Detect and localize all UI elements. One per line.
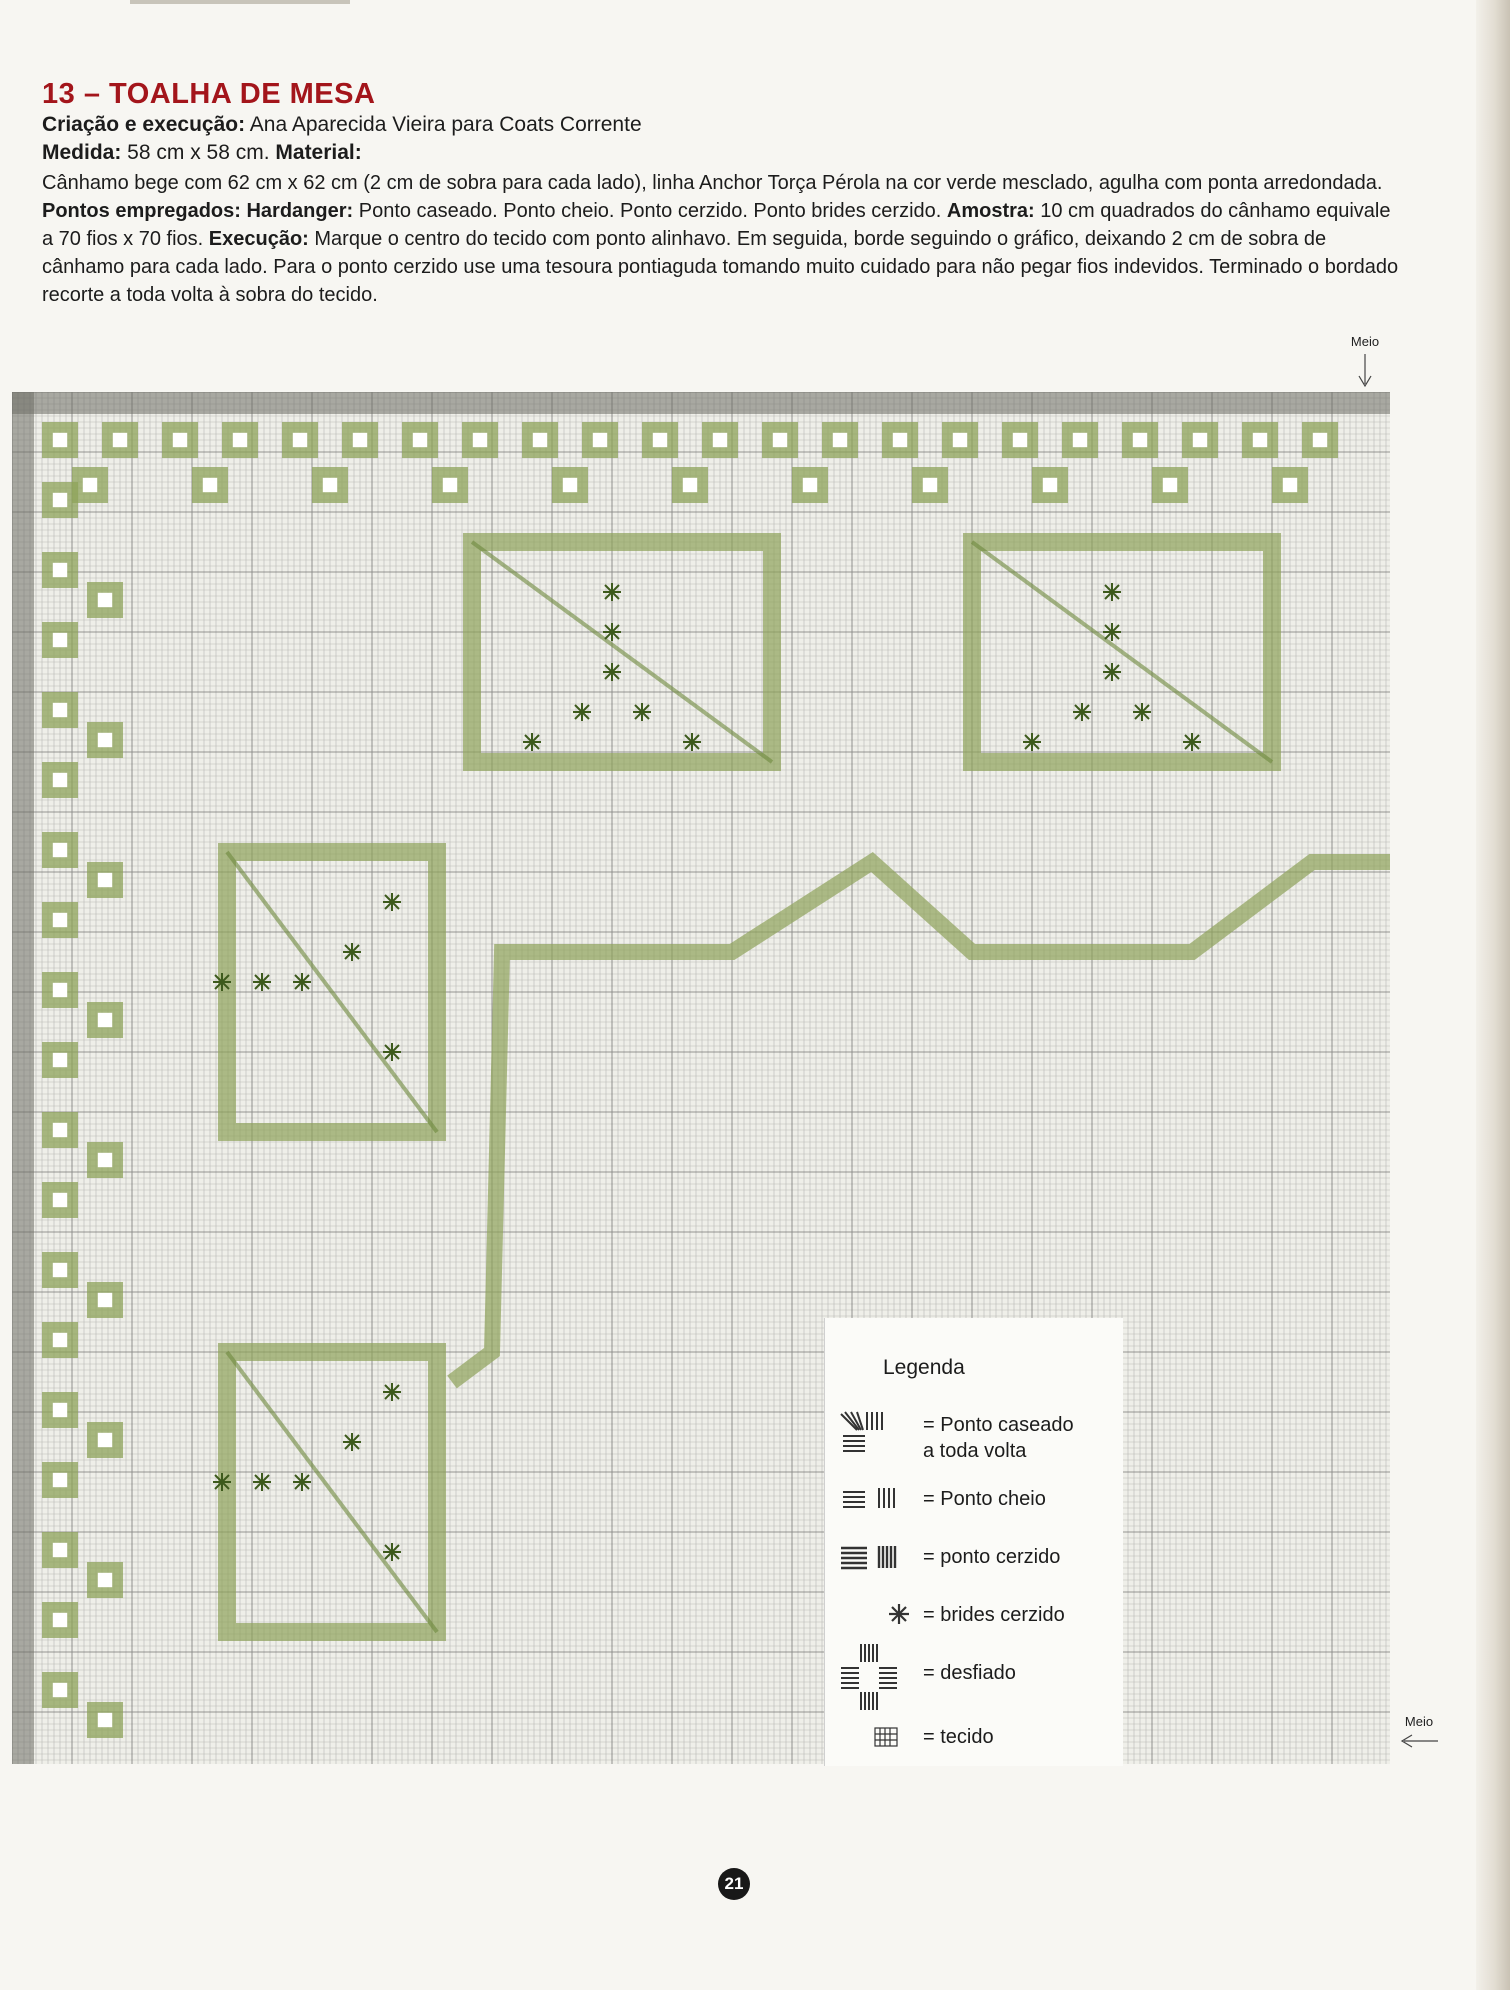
border-block-top-2-hole xyxy=(683,478,697,492)
material-text: Cânhamo bege com 62 cm x 62 cm (2 cm de sobra para cada lado), linha Anchor Torça Pérola na cor verde mesclado, agulha com ponta arredondada. xyxy=(42,172,1383,194)
instructions-block xyxy=(42,78,1402,309)
buttonhole-stitch-icon xyxy=(839,1410,909,1470)
dove-eye-star xyxy=(213,1473,231,1491)
legend-box xyxy=(824,1318,1123,1766)
arrow-left-icon xyxy=(1398,1734,1438,1748)
dove-eye-star xyxy=(1103,583,1121,601)
page-number: 21 xyxy=(718,1868,750,1900)
border-block-top-hole xyxy=(1073,433,1087,447)
dove-eye-star xyxy=(1103,623,1121,641)
sample-text: 10 cm quadrados do cânhamo equivale a 70 fios x 70 fios. xyxy=(42,200,1391,250)
dove-eye-star xyxy=(1103,663,1121,681)
legend-item-cutwork xyxy=(839,1640,1119,1700)
border-block-top-hole xyxy=(113,433,127,447)
dove-eye-star xyxy=(383,1383,401,1401)
border-block-left-2-hole xyxy=(98,733,112,747)
border-block-left-hole xyxy=(53,843,67,857)
border-block-left-hole xyxy=(53,983,67,997)
dove-eye-star xyxy=(293,1473,311,1491)
meio-top-label: Meio xyxy=(1350,334,1380,349)
border-block-top-hole xyxy=(1133,433,1147,447)
border-block-top-hole xyxy=(1313,433,1327,447)
legend-item-fabric xyxy=(839,1722,1119,1782)
page-top-mark xyxy=(130,0,350,4)
dove-eye-star xyxy=(253,1473,271,1491)
border-block-left-hole xyxy=(53,773,67,787)
border-block-top-2-hole xyxy=(1163,478,1177,492)
border-block-top-2-hole xyxy=(203,478,217,492)
dove-eye-star xyxy=(1023,733,1041,751)
border-block-left-2-hole xyxy=(98,873,112,887)
border-block-top-hole xyxy=(173,433,187,447)
legend-text-dove-eye: = brides cerzido xyxy=(923,1604,1065,1626)
border-block-top-hole xyxy=(533,433,547,447)
border-block-left-hole xyxy=(53,563,67,577)
border-block-top-hole xyxy=(293,433,307,447)
border-block-left-2-hole xyxy=(98,593,112,607)
border-block-top-2-hole xyxy=(323,478,337,492)
embroidery-chart xyxy=(12,392,1390,1764)
border-block-left-hole xyxy=(53,1683,67,1697)
dove-eye-star xyxy=(573,703,591,721)
dove-eye-star xyxy=(603,663,621,681)
dove-eye-star xyxy=(383,1043,401,1061)
border-block-top-hole xyxy=(413,433,427,447)
legend-text-cutwork: = desfiado xyxy=(923,1662,1016,1684)
measure-line xyxy=(42,139,1402,167)
cutwork-cross-icon xyxy=(839,1640,909,1720)
instructions-paragraph xyxy=(42,169,1400,309)
sample-label: Amostra: xyxy=(946,200,1035,222)
legend-title: Legenda xyxy=(883,1356,965,1379)
border-block-top-hole xyxy=(353,433,367,447)
dove-eye-star xyxy=(293,973,311,991)
border-block-top-hole xyxy=(233,433,247,447)
dove-eye-star xyxy=(213,973,231,991)
dove-eye-star xyxy=(1133,703,1151,721)
dove-eye-star xyxy=(383,1543,401,1561)
border-block-top-hole xyxy=(773,433,787,447)
dove-eye-star xyxy=(603,583,621,601)
creation-label: Criação e execução: xyxy=(42,113,246,136)
border-block-left-2-hole xyxy=(98,1293,112,1307)
border-block-left-2-hole xyxy=(98,1573,112,1587)
border-block-top-hole xyxy=(53,433,67,447)
dove-eye-star xyxy=(343,943,361,961)
border-block-top-hole xyxy=(833,433,847,447)
dove-eye-star xyxy=(253,973,271,991)
dove-eye-star xyxy=(633,703,651,721)
border-block-top-hole xyxy=(1253,433,1267,447)
execution-text: Marque o centro do tecido com ponto alinhavo. Em seguida, borde seguindo o gráfico, deixando 2 cm de sobra de cânhamo para cada lado. Para o ponto cerzido use uma tesoura pontiaguda tomando muito cuidado para não pegar fios indevidos. Terminado o bordado recorte a toda volta à sobra do tecido. xyxy=(42,228,1399,306)
border-block-left-2-hole xyxy=(98,1713,112,1727)
legend-text-weaving: = ponto cerzido xyxy=(923,1546,1061,1568)
dove-eye-star xyxy=(383,893,401,911)
legend-item-weaving xyxy=(839,1542,1119,1602)
border-block-left-hole xyxy=(53,1403,67,1417)
border-block-top-2-hole xyxy=(1043,478,1057,492)
border-left xyxy=(12,392,34,1764)
border-block-left-hole xyxy=(53,1543,67,1557)
page-edge-shadow xyxy=(1476,0,1510,1990)
stitches-text: Ponto caseado. Ponto cheio. Ponto cerzido. Ponto brides cerzido. xyxy=(353,200,942,222)
border-block-top-hole xyxy=(713,433,727,447)
weaving-stitch-icon xyxy=(839,1542,909,1572)
border-block-top-2-hole xyxy=(83,478,97,492)
border-block-top-hole xyxy=(893,433,907,447)
legend-item-buttonhole xyxy=(839,1410,1119,1470)
creation-line xyxy=(42,111,1402,139)
border-block-left-hole xyxy=(53,493,67,507)
chart-grid xyxy=(12,392,1390,1764)
dove-eye-icon xyxy=(839,1600,909,1630)
border-block-left-hole xyxy=(53,1123,67,1137)
border-block-top-hole xyxy=(953,433,967,447)
border-block-left-hole xyxy=(53,1333,67,1347)
border-block-left-hole xyxy=(53,1053,67,1067)
dove-eye-star xyxy=(343,1433,361,1451)
border-top xyxy=(12,392,1390,414)
border-block-left-hole xyxy=(53,633,67,647)
stitches-label: Pontos empregados: Hardanger: xyxy=(42,200,354,222)
border-block-top-hole xyxy=(473,433,487,447)
measure-value: 58 cm x 58 cm. xyxy=(121,141,276,164)
border-block-left-hole xyxy=(53,913,67,927)
satin-stitch-icon xyxy=(839,1484,909,1514)
page-title: 13 – TOALHA DE MESA xyxy=(42,78,376,110)
border-block-top-hole xyxy=(1193,433,1207,447)
legend-text-satin: = Ponto cheio xyxy=(923,1488,1046,1510)
border-block-top-2-hole xyxy=(443,478,457,492)
border-block-left-2-hole xyxy=(98,1433,112,1447)
dove-eye-star xyxy=(1073,703,1091,721)
dove-eye-star xyxy=(603,623,621,641)
dove-eye-star xyxy=(683,733,701,751)
border-block-top-2-hole xyxy=(1283,478,1297,492)
fabric-grid-icon xyxy=(839,1722,909,1752)
material-label: Material: xyxy=(275,141,362,164)
measure-label: Medida: xyxy=(42,141,122,164)
border-block-top-2-hole xyxy=(923,478,937,492)
dove-eye-star xyxy=(1183,733,1201,751)
border-block-left-hole xyxy=(53,1263,67,1277)
border-block-left-hole xyxy=(53,1613,67,1627)
border-block-left-hole xyxy=(53,703,67,717)
border-block-top-hole xyxy=(593,433,607,447)
creation-value: Ana Aparecida Vieira para Coats Corrente xyxy=(245,113,642,136)
border-block-top-hole xyxy=(653,433,667,447)
border-block-left-hole xyxy=(53,1473,67,1487)
border-block-top-2-hole xyxy=(803,478,817,492)
arrow-down-icon xyxy=(1358,354,1372,390)
border-block-left-2-hole xyxy=(98,1013,112,1027)
border-block-left-2-hole xyxy=(98,1153,112,1167)
meio-right-label: Meio xyxy=(1404,1714,1434,1729)
border-block-left-hole xyxy=(53,1193,67,1207)
legend-text-fabric: = tecido xyxy=(923,1726,994,1748)
execution-label: Execução: xyxy=(208,228,309,250)
legend-item-satin xyxy=(839,1484,1119,1544)
legend-text-buttonhole: = Ponto caseado a toda volta xyxy=(923,1414,1074,1462)
border-block-top-2-hole xyxy=(563,478,577,492)
border-block-top-hole xyxy=(1013,433,1027,447)
dove-eye-star xyxy=(523,733,541,751)
